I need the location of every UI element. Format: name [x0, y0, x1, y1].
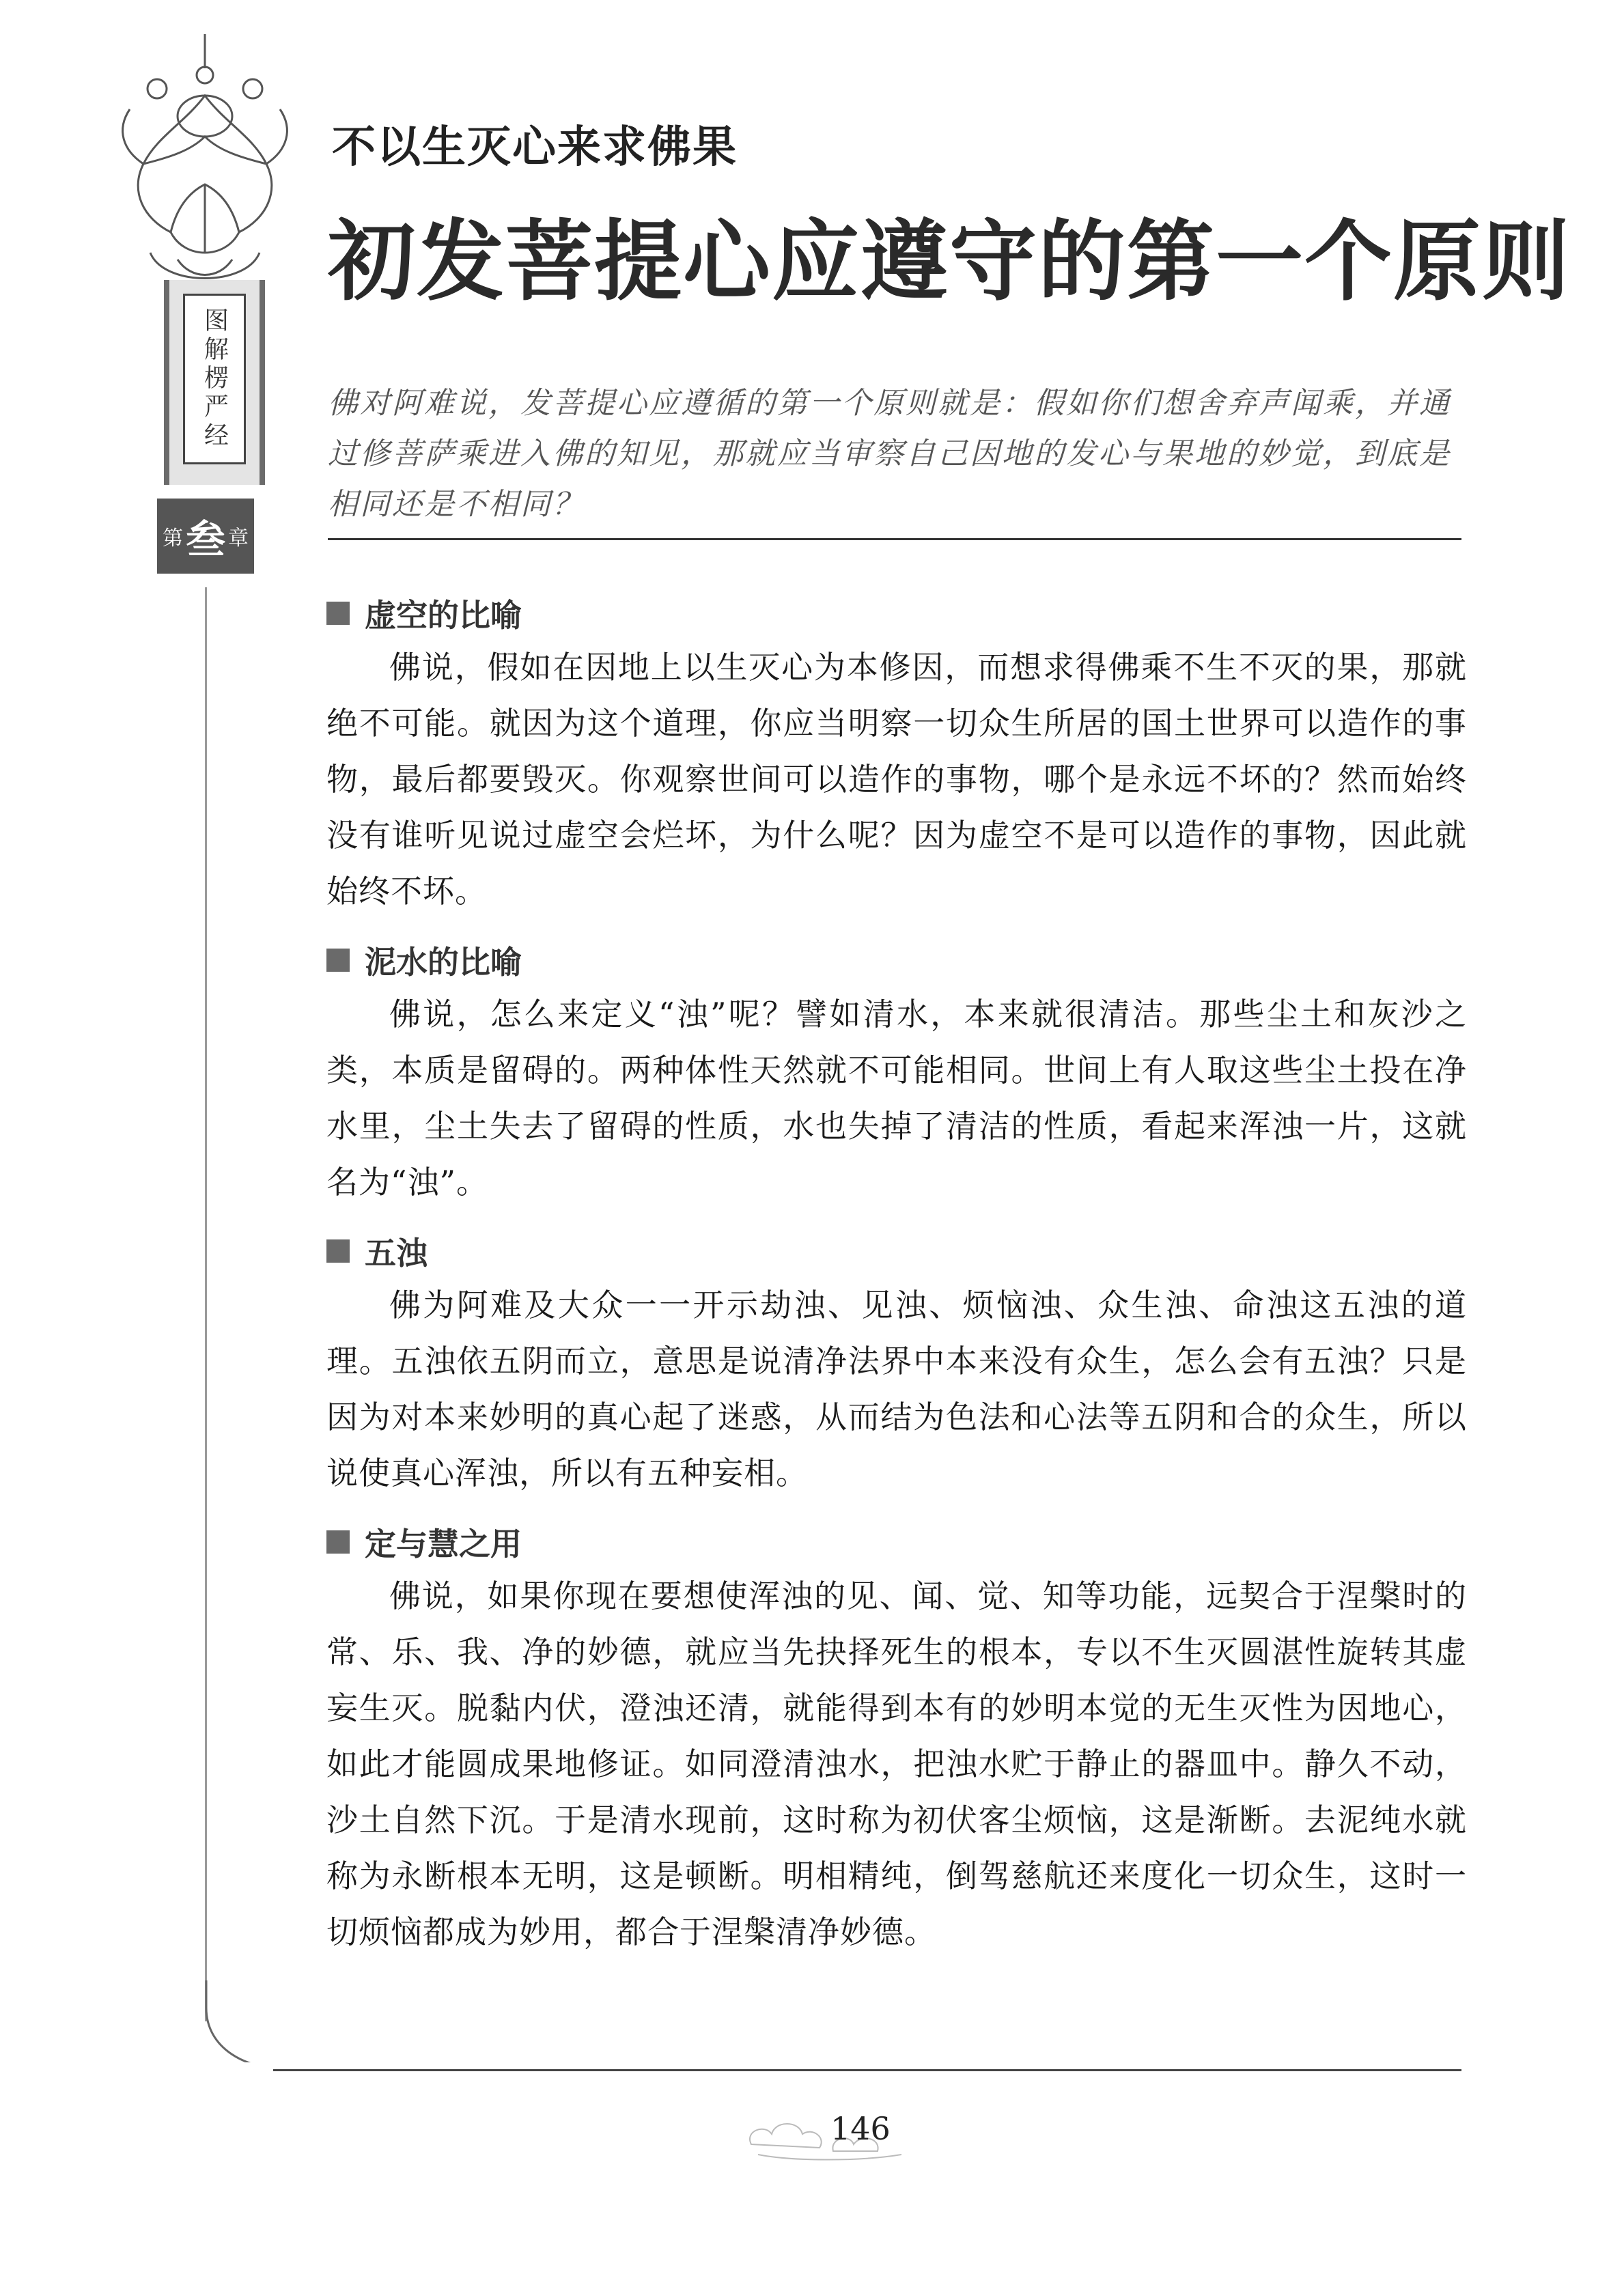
section-heading-text: 泥水的比喻 — [365, 944, 522, 981]
section-heading — [326, 587, 1467, 639]
section-heading-text: 五浊 — [365, 1235, 428, 1272]
section-void-metaphor — [326, 587, 1467, 919]
section-body: 佛说，怎么来定义“浊”呢？譬如清水，本来就很清洁。那些尘土和灰沙之类，本质是留碍的。两种体性天然就不可能相同。世间上有人取这些尘土投在净水里，尘土失去了留碍的性质，水也失掉了清洁的性质，看起来浑浊一片，这就名为“浊”。 — [326, 996, 1467, 1201]
section-muddy-water-metaphor — [326, 934, 1467, 1210]
chapter-number: 叁 — [185, 516, 225, 563]
square-bullet-icon — [326, 949, 350, 972]
chapter-badge — [157, 499, 254, 574]
section-body: 佛说，假如在因地上以生灭心为本修因，而想求得佛乘不生不灭的果，那就绝不可能。就因为这个道理，你应当明察一切众生所居的国土世界可以造作的事物，最后都要毁灭。你观察世间可以造作的事物，哪个是永远不坏的？然而始终没有谁听见说过虚空会烂坏，为什么呢？因为虚空不是可以造作的事物，因此就始终不坏。 — [326, 649, 1467, 910]
section-body: 佛为阿难及大众一一开示劫浊、见浊、烦恼浊、众生浊、命浊这五浊的道理。五浊依五阴而立，意思是说清净法界中本来没有众生，怎么会有五浊？只是因为对本来妙明的真心起了迷惑，从而结为色法和心法等五阴和合的众生，所以说使真心浑浊，所以有五种妄相。 — [326, 1287, 1467, 1491]
square-bullet-icon — [326, 1530, 350, 1554]
book-title-tab — [164, 280, 265, 485]
page-number: 146 — [830, 2110, 891, 2147]
section-samadhi-wisdom — [326, 1516, 1467, 1960]
section-five-turbidities — [326, 1225, 1467, 1501]
chapter-prefix: 第 — [162, 527, 183, 550]
intro-paragraph: 佛对阿难说，发菩提心应遵循的第一个原则就是：假如你们想舍弃声闻乘，并通过修菩萨乘进入佛的知见，那就应当审察自己因地的发心与果地的妙觉，到底是相同还是不相同？ — [328, 386, 1451, 522]
content — [326, 587, 1467, 1975]
book-title-frame — [183, 294, 246, 464]
section-heading — [326, 1516, 1467, 1568]
side-divider — [205, 587, 207, 2021]
book-title: 图解楞严经 — [200, 307, 229, 451]
lotus-ornament-icon — [102, 27, 307, 314]
section-heading — [326, 1225, 1467, 1277]
section-body: 佛说，如果你现在要想使浑浊的见、闻、觉、知等功能，远契合于涅槃时的常、乐、我、净的妙德，就应当先抉择死生的根本，专以不生灭圆湛性旋转其虚妄生灭。脱黏内伏，澄浊还清，就能得到本有的妙明本觉的无生灭性为因地心，如此才能圆成果地修证。如同澄清浊水，把浊水贮于静止的器皿中。静久不动，沙土自然下沉。于是清水现前，这时称为初伏客尘烦恼，这是渐断。去泥纯水就称为永断根本无明，这是顿断。明相精纯，倒驾慈航还来度化一切众生，这时一切烦恼都成为妙用，都合于涅槃清净妙德。 — [326, 1577, 1467, 1950]
section-heading-text: 虚空的比喻 — [365, 597, 522, 634]
section-heading — [326, 934, 1467, 986]
header-rule — [328, 538, 1461, 540]
page-subtitle: 不以生灭心来求佛果 — [332, 122, 738, 173]
square-bullet-icon — [326, 602, 350, 625]
section-heading-text: 定与慧之用 — [365, 1526, 522, 1562]
footer-rule — [273, 2069, 1461, 2071]
page-title: 初发菩提心应遵守的第一个原则 — [328, 210, 1571, 313]
square-bullet-icon — [326, 1239, 350, 1263]
corner-curve-decoration — [205, 1980, 423, 2062]
chapter-suffix: 章 — [228, 527, 249, 550]
